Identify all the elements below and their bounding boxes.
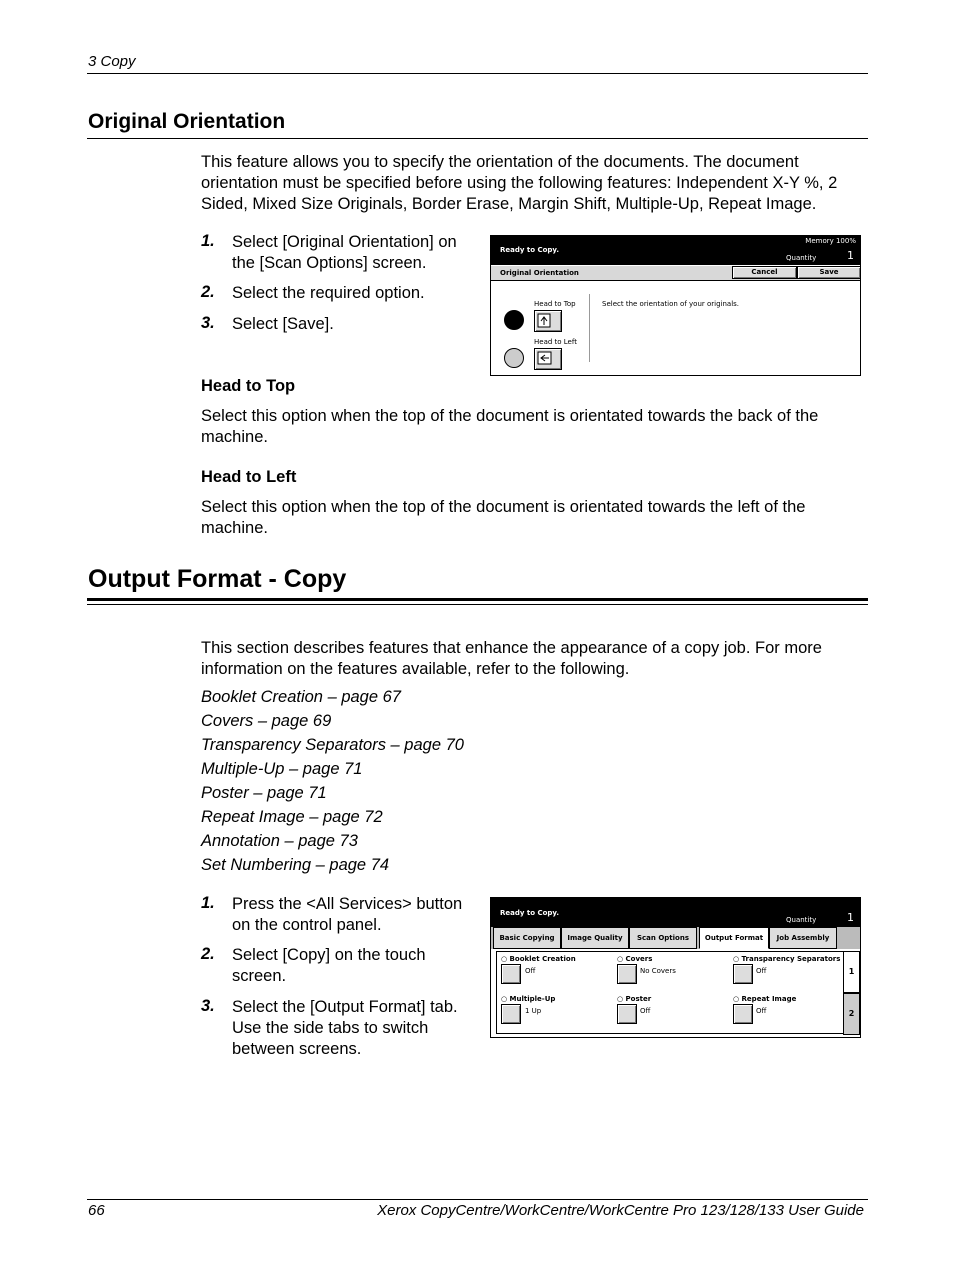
feature-value: Off (525, 967, 536, 975)
subheading-head-to-top: Head to Top (201, 377, 296, 395)
booklet-creation-button[interactable] (501, 964, 521, 984)
step-text: Select [Save]. (232, 315, 334, 333)
section-rule-thick (87, 598, 868, 601)
feature-label: Transparency Separators (741, 955, 841, 963)
head-to-left-radio[interactable] (504, 348, 524, 368)
feature-panel: ○ Booklet Creation Off ○ Covers No Covers ○ Transparency Separators Off ○ Multiple-Up 1 Up ○ Poster Off ○ Repeat Image Off (496, 951, 844, 1034)
feature-label: Poster (625, 995, 652, 1003)
memory-readout: Memory 100% (805, 237, 856, 245)
reference-link[interactable]: Poster – page 71 (201, 784, 327, 802)
title-bar (491, 266, 860, 281)
header-rule (87, 73, 868, 74)
footer-rule (87, 1199, 868, 1200)
tab-bar (491, 927, 860, 949)
head-to-left-icon[interactable] (534, 348, 562, 370)
reference-link[interactable]: Repeat Image – page 72 (201, 808, 383, 826)
transparency-separators-button[interactable] (733, 964, 753, 984)
paragraph: Select this option when the top of the document is orientated towards the left of the machine. (201, 498, 806, 537)
multiple-up-button[interactable] (501, 1004, 521, 1024)
intro-paragraph: This section describes features that enhance the appearance of a copy job. For more information on the features available, refer to the following. (201, 639, 822, 678)
head-to-top-radio-selected[interactable] (504, 310, 524, 330)
feature-label: Booklet Creation (509, 955, 576, 963)
divider (589, 294, 590, 362)
output-format-screenshot (490, 897, 861, 1038)
feature-value: Off (756, 1007, 767, 1015)
feature-value: 1 Up (525, 1007, 542, 1015)
side-tab-2[interactable]: 2 (843, 993, 860, 1035)
step-text: Select the [Output Format] tab. Use the side tabs to switch between screens. (232, 998, 458, 1058)
save-button[interactable]: Save (797, 266, 861, 279)
reference-link[interactable]: Covers – page 69 (201, 712, 332, 730)
step-number: 1. (201, 232, 215, 250)
step-text: Select [Original Orientation] on the [Scan Options] screen. (232, 233, 457, 272)
section-rule-thin (87, 604, 868, 605)
step-number: 3. (201, 314, 215, 332)
reference-link[interactable]: Annotation – page 73 (201, 832, 358, 850)
feature-label: Multiple-Up (509, 995, 556, 1003)
step-number: 2. (201, 945, 215, 963)
cancel-button[interactable]: Cancel (732, 266, 797, 279)
covers-button[interactable] (617, 964, 637, 984)
step-number: 2. (201, 283, 215, 301)
screen-title: Original Orientation (500, 269, 579, 277)
section-title-original-orientation: Original Orientation (88, 110, 286, 133)
status-text: Ready to Copy. (500, 909, 560, 917)
quantity-value: 1 (847, 249, 854, 262)
reference-link[interactable]: Multiple-Up – page 71 (201, 760, 363, 778)
status-bar (491, 236, 860, 265)
tab-output-format[interactable]: Output Format (699, 927, 769, 949)
head-to-top-icon[interactable] (534, 310, 562, 332)
poster-button[interactable] (617, 1004, 637, 1024)
step-text: Select the required option. (232, 284, 425, 302)
option-label: Head to Top (534, 300, 576, 308)
feature-value: Off (756, 967, 767, 975)
status-bar (491, 898, 860, 927)
repeat-image-button[interactable] (733, 1004, 753, 1024)
step-text: Select [Copy] on the touch screen. (232, 946, 426, 985)
original-orientation-screenshot (490, 235, 861, 376)
step-number: 1. (201, 894, 215, 912)
guide-title: Xerox CopyCentre/WorkCentre/WorkCentre Pro 123/128/133 User Guide (377, 1202, 864, 1219)
quantity-label: Quantity (786, 254, 817, 262)
subheading-head-to-left: Head to Left (201, 468, 297, 486)
feature-value: No Covers (640, 967, 676, 975)
tab-job-assembly[interactable]: Job Assembly (769, 927, 837, 949)
tab-scan-options[interactable]: Scan Options (629, 927, 697, 949)
option-label: Head to Left (534, 338, 577, 346)
quantity-value: 1 (847, 911, 854, 924)
running-header: 3 Copy (88, 53, 136, 70)
step-text: Press the <All Services> button on the control panel. (232, 895, 463, 934)
section-title-output-format: Output Format - Copy (88, 565, 347, 593)
feature-value: Off (640, 1007, 651, 1015)
tab-basic-copying[interactable]: Basic Copying (493, 927, 561, 949)
paragraph: Select this option when the top of the document is orientated towards the back of the machine. (201, 407, 819, 446)
side-tab-1[interactable]: 1 (843, 951, 860, 993)
page-number: 66 (88, 1202, 105, 1219)
quantity-label: Quantity (786, 916, 817, 924)
status-text: Ready to Copy. (500, 246, 560, 254)
reference-link[interactable]: Booklet Creation – page 67 (201, 688, 401, 706)
feature-label: Repeat Image (741, 995, 797, 1003)
reference-link[interactable]: Set Numbering – page 74 (201, 856, 390, 874)
step-number: 3. (201, 997, 215, 1015)
tab-image-quality[interactable]: Image Quality (561, 927, 629, 949)
section-rule (87, 138, 868, 139)
reference-link[interactable]: Transparency Separators – page 70 (201, 736, 464, 754)
intro-paragraph: This feature allows you to specify the orientation of the documents. The document orientation must be specified before using the following features: Independent X-Y %, 2 Sided, Mixed Size Originals, Border Erase, Margin Shift, Multiple-Up, Repeat Image. (201, 153, 838, 213)
feature-label: Covers (625, 955, 653, 963)
instruction-text: Select the orientation of your originals. (602, 300, 740, 308)
